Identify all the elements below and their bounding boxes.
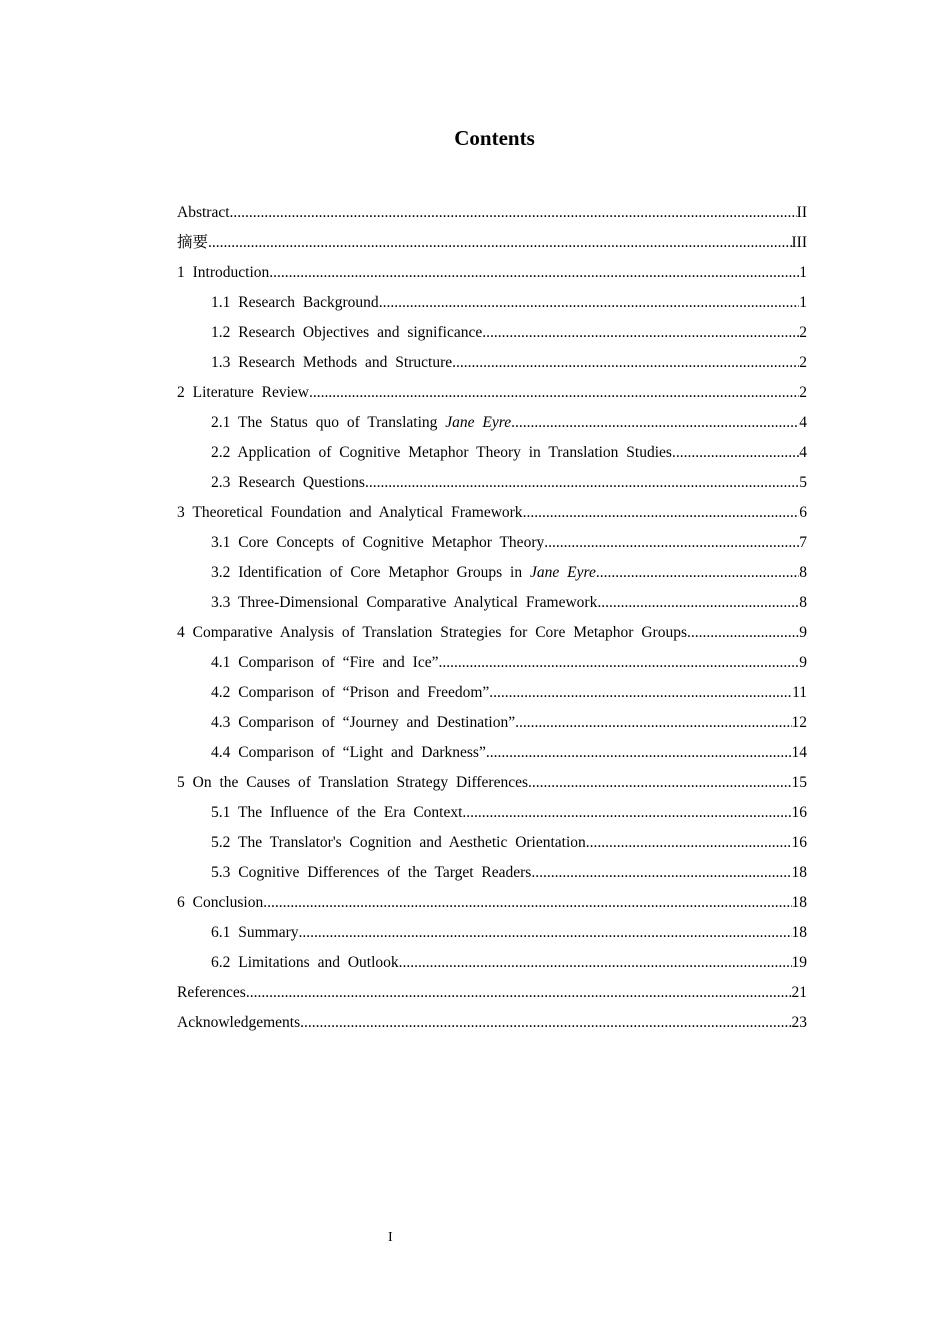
toc-entry[interactable]: [177, 288, 807, 318]
toc-entry[interactable]: [177, 258, 807, 288]
toc-entry-title-text: 1 Introduction: [177, 264, 270, 281]
toc-entry[interactable]: [177, 438, 807, 468]
toc-entry-page: 21: [791, 984, 807, 1001]
toc-dot-leader: [687, 618, 799, 648]
toc-entry-page: 8: [799, 594, 807, 611]
toc-dot-leader: [438, 648, 799, 678]
toc-entry-page: 8: [799, 564, 807, 581]
toc-entry-page: 9: [799, 624, 807, 641]
toc-entry[interactable]: [177, 888, 807, 918]
toc-entry-title-text: 4.3 Comparison of “Journey and Destination”: [211, 714, 516, 731]
toc-entry[interactable]: [177, 408, 807, 438]
toc-entry-page: 18: [791, 864, 807, 881]
toc-dot-leader: [596, 558, 799, 588]
toc-entry[interactable]: [177, 348, 807, 378]
toc-entry[interactable]: [177, 918, 807, 948]
toc-entry-title-text: 4.2 Comparison of “Prison and Freedom”: [211, 684, 490, 701]
toc-entry-title: [211, 828, 586, 858]
toc-entry-title-text: 5 On the Causes of Translation Strategy Differences: [177, 774, 529, 791]
toc-entry[interactable]: [177, 858, 807, 888]
toc-entry[interactable]: [177, 948, 807, 978]
toc-dot-leader: [586, 828, 792, 858]
toc-dot-leader: [208, 228, 791, 258]
toc-entry[interactable]: [177, 228, 807, 258]
toc-entry-title-text: 3.3 Three-Dimensional Comparative Analytical Framework: [211, 594, 598, 611]
toc-entry-title: [177, 768, 528, 798]
toc-dot-leader: [482, 318, 799, 348]
toc-entry[interactable]: [177, 648, 807, 678]
toc-entry-title: [211, 468, 365, 498]
toc-entry-title-text: 4.1 Comparison of “Fire and Ice”: [211, 654, 439, 671]
toc-entry-page: III: [791, 234, 807, 251]
toc-entry[interactable]: [177, 528, 807, 558]
toc-dot-leader: [365, 468, 799, 498]
toc-entry[interactable]: [177, 768, 807, 798]
toc-entry-title-text: 2 Literature Review: [177, 384, 309, 401]
toc-entry-page: 11: [792, 684, 807, 701]
toc-entry-title: [211, 318, 482, 348]
toc-entry-title-text: 6 Conclusion: [177, 894, 264, 911]
toc-entry-title-text: 2.3 Research Questions: [211, 474, 365, 491]
toc-entry-title: [211, 588, 597, 618]
toc-entry-page: 4: [799, 414, 807, 431]
toc-entry-title-text: 4.4 Comparison of “Light and Darkness”: [211, 744, 486, 761]
toc-dot-leader: [230, 198, 797, 228]
toc-entry-title: [211, 858, 531, 888]
toc-entry-page: 4: [799, 444, 807, 461]
toc-entry-title: [177, 198, 230, 228]
toc-entry-title: [211, 948, 399, 978]
toc-entry-title: [211, 678, 489, 708]
toc-entry-page: 1: [799, 264, 807, 281]
toc-entry-title-text: 摘要: [177, 234, 209, 251]
toc-entry-title: [177, 888, 263, 918]
toc-entry-title-text: 2.1 The Status quo of Translating: [211, 414, 446, 431]
toc-entry[interactable]: [177, 798, 807, 828]
toc-entry[interactable]: [177, 318, 807, 348]
toc-entry-title: [177, 258, 269, 288]
toc-entry-title-text: 2.2 Application of Cognitive Metaphor Theory in Translation Studies: [211, 444, 672, 461]
toc-dot-leader: [528, 768, 791, 798]
toc-entry-title: [211, 798, 462, 828]
toc-entry-title: [211, 738, 486, 768]
toc-entry[interactable]: [177, 678, 807, 708]
toc-dot-leader: [515, 708, 791, 738]
toc-entry-page: II: [796, 204, 807, 221]
toc-dot-leader: [246, 978, 792, 1008]
toc-entry[interactable]: [177, 498, 807, 528]
toc-entry[interactable]: [177, 618, 807, 648]
toc-entry[interactable]: [177, 978, 807, 1008]
toc-dot-leader: [523, 498, 800, 528]
toc-entry-page: 5: [799, 474, 807, 491]
toc-entry-page: 2: [799, 354, 807, 371]
toc-dot-leader: [672, 438, 799, 468]
toc-entry-page: 2: [799, 384, 807, 401]
toc-entry-page: 9: [799, 654, 807, 671]
toc-dot-leader: [309, 378, 799, 408]
toc-entry-title-text: 3.2 Identification of Core Metaphor Groups in: [211, 564, 530, 581]
toc-entry-title-italic: Jane Eyre: [530, 564, 596, 581]
toc-entry-title: [177, 978, 246, 1008]
toc-entry[interactable]: [177, 1008, 807, 1038]
toc-dot-leader: [452, 348, 799, 378]
toc-entry[interactable]: [177, 828, 807, 858]
toc-dot-leader: [379, 288, 800, 318]
toc-entry-page: 16: [791, 804, 807, 821]
toc-dot-leader: [399, 948, 792, 978]
toc-entry-title-text: 4 Comparative Analysis of Translation Strategies for Core Metaphor Groups: [177, 624, 687, 641]
toc-entry-title-italic: Jane Eyre: [445, 414, 512, 431]
toc-entry-title-text: Abstract: [177, 204, 230, 221]
toc-entry-page: 19: [791, 954, 807, 971]
toc-entry-title: [211, 438, 672, 468]
toc-entry-page: 12: [791, 714, 807, 731]
toc-entry-page: 15: [791, 774, 807, 791]
toc-entry-title: [211, 708, 515, 738]
toc-entry-title: [211, 288, 379, 318]
toc-entry-title-text: 3 Theoretical Foundation and Analytical Framework: [177, 504, 523, 521]
toc-entry-title-text: 3.1 Core Concepts of Cognitive Metaphor Theory: [211, 534, 545, 551]
toc-entry-title: [211, 918, 299, 948]
toc-entry-page: 18: [791, 894, 807, 911]
toc-entry-title-text: 1.3 Research Methods and Structure: [211, 354, 453, 371]
toc-entry-title-text: Acknowledgements: [177, 1014, 301, 1031]
toc-entry[interactable]: [177, 198, 807, 228]
toc-entry[interactable]: [177, 468, 807, 498]
toc-entry-title-text: 5.2 The Translator's Cognition and Aesthetic Orientation: [211, 834, 586, 851]
toc-entry[interactable]: [177, 378, 807, 408]
toc-entry-title: [211, 558, 596, 588]
toc-entry-page: 1: [799, 294, 807, 311]
toc-entry-title: [177, 618, 687, 648]
toc-dot-leader: [486, 738, 792, 768]
toc-entry[interactable]: [177, 588, 807, 618]
toc-dot-leader: [511, 408, 799, 438]
toc-entry-title: [211, 648, 438, 678]
toc-entry-page: 23: [791, 1014, 807, 1031]
toc-dot-leader: [269, 258, 799, 288]
toc-entry[interactable]: [177, 708, 807, 738]
toc-entry-title-text: 6.1 Summary: [211, 924, 299, 941]
toc-entry-title: [211, 408, 511, 438]
toc-entry-title-text: 6.2 Limitations and Outlook: [211, 954, 399, 971]
toc-dot-leader: [531, 858, 791, 888]
toc-entry[interactable]: [177, 738, 807, 768]
toc-entry-title-text: 1.2 Research Objectives and significance: [211, 324, 483, 341]
toc-entry-page: 6: [799, 504, 807, 521]
toc-entry-title: [211, 348, 452, 378]
toc-entry-title-text: 5.1 The Influence of the Era Context: [211, 804, 463, 821]
page-title: Contents: [454, 126, 535, 150]
toc-entry[interactable]: [177, 558, 807, 588]
toc-dot-leader: [263, 888, 791, 918]
table-of-contents: [177, 198, 807, 1038]
toc-entry-title: [177, 498, 523, 528]
toc-dot-leader: [299, 918, 792, 948]
toc-dot-leader: [544, 528, 799, 558]
toc-dot-leader: [300, 1008, 791, 1038]
toc-dot-leader: [462, 798, 791, 828]
toc-dot-leader: [489, 678, 792, 708]
toc-entry-title: [211, 528, 544, 558]
toc-entry-page: 2: [799, 324, 807, 341]
toc-entry-page: 7: [799, 534, 807, 551]
toc-entry-title-text: References: [177, 984, 246, 1001]
toc-entry-page: 16: [791, 834, 807, 851]
toc-entry-title: [177, 1008, 300, 1038]
toc-entry-title-text: 5.3 Cognitive Differences of the Target Readers: [211, 864, 532, 881]
page-number: I: [388, 1230, 393, 1245]
toc-entry-page: 14: [791, 744, 807, 761]
toc-entry-title: [177, 378, 309, 408]
toc-entry-page: 18: [791, 924, 807, 941]
toc-entry-title-text: 1.1 Research Background: [211, 294, 379, 311]
toc-dot-leader: [597, 588, 799, 618]
toc-entry-title: [177, 228, 208, 258]
